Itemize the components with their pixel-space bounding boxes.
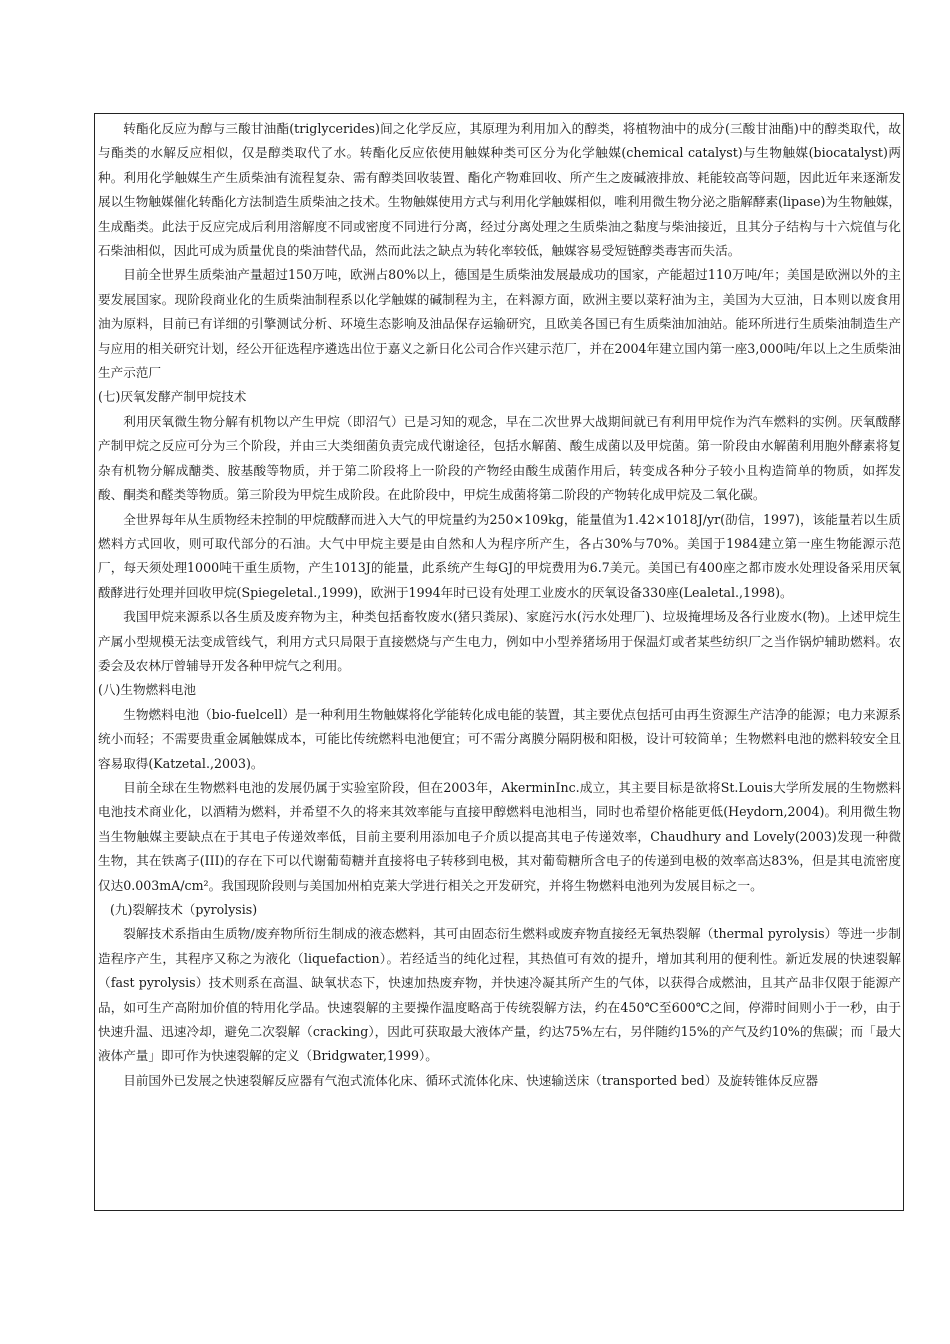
paragraph: 我国甲烷来源系以各生质及废弃物为主，种类包括畜牧废水(猪只粪尿)、家庭污水(污水处理厂)、垃圾掩埋场及各行业废水(物)。上述甲烷生产属小型规模无法变成管线气，利用方式只局限于直接燃烧与产生电力，例如中小型养猪场用于保温灯或者某些纺织厂之当作锅炉辅助燃料。农委会及农林厅曾辅导开发各种甲烷气之利用。 <box>98 609 901 673</box>
paragraph: 目前国外已发展之快速裂解反应器有气泡式流体化床、循环式流体化床、快速输送床（transported bed）及旋转锥体反应器 <box>123 1072 819 1088</box>
paragraph: 转酯化反应为醇与三酸甘油酯(triglycerides)间之化学反应，其原理为利用加入的醇类，将植物油中的成分(三酸甘油酯)中的醇类取代，故与酯类的水解反应相似，仅是醇类取代了水。转酯化反应依使用触媒种类可区分为化学触媒(chemical catalyst)与生物触媒(biocatalyst)两种。利用化学触媒生产生质柴油有流程复杂、需有醇类回收装置、酯化产物难回收、所产生之废碱液排放、耗能较高等问题，因此近年来逐渐发展以生物触媒催化转酯化方法制造生质柴油之技术。生物触媒使用方式与利用化学触媒相似，唯利用微生物分泌之脂解酵素(lipase)为生物触媒，生成酯类。此法于反应完成后利用溶解度不同或密度不同进行分离，经过分离处理之生质柴油之黏度与柴油接近，且其分子结构与十六烷值与化石柴油相似，因此可成为质量优良的柴油替代品，然而此法之缺点为转化率较低，触媒容易受短链醇类毒害而失活。 <box>98 121 901 259</box>
section-heading: (七)厌氧发酵产制甲烷技术 <box>98 389 247 405</box>
paragraph: 目前全世界生质柴油产量超过150万吨，欧洲占80%以上，德国是生质柴油发展最成功的国家，产能超过110万吨/年；美国是欧洲以外的主要发展国家。现阶段商业化的生质柴油制程系以化学触媒的碱制程为主，在料源方面，欧洲主要以菜籽油为主，美国为大豆油，日本则以废食用油为原料，目前已有详细的引擎测试分析、环境生态影响及油品保存运输研究，且欧美各国已有生质柴油加油站。能环所进行生质柴油制造生产与应用的相关研究计划，经公开征选程序遴选出位于嘉义之新日化公司合作兴建示范厂，并在2004年建立国内第一座3,000吨/年以上之生质柴油生产示范厂 <box>98 267 901 381</box>
paragraph: 全世界每年从生质物经未控制的甲烷酦酵而进入大气的甲烷量约为250×109kg，能量值为1.42×1018J/yr(劭信，1997)，该能量若以生质燃料方式回收，则可取代部分的石油。大气中甲烷主要是由自然和人为程序所产生，各占30%与70%。美国于1984建立第一座生物能源示范厂，每天须处理1000吨干重生质物，产生1013J的能量，此系统产生每GJ的甲烷费用为6.7美元。美国已有400座之都市废水处理设备采用厌氧酦酵进行处理并回收甲烷(Spiegeletal.,1999)，欧洲于1994年时已设有处理工业废水的厌氧设备330座(Lealetal.,1998)。 <box>98 511 901 600</box>
section-heading: (九)裂解技术（pyrolysis) <box>110 902 258 917</box>
paragraph: 目前全球在生物燃料电池的发展仍属于实验室阶段，但在2003年，AkerminInc.成立，其主要目标是欲将St.Louis大学所发展的生物燃料电池技术商业化，以酒精为燃料，并希望不久的将来其效率能与直接甲醇燃料电池相当，同时也希望价格能更低(Heydorn,2004)。利用微生物当生物触媒主要缺点在于其电子传递效率低，目前主要利用添加电子介质以提高其电子传递效率，Chaudhury and Lovely(2003)发现一种微生物，其在铁离子(III)的存在下可以代谢葡萄糖并直接将电子转移到电极，其对葡萄糖所含电子的传递到电极的效率高达83%，但是其电流密度仅达0.003mA/cm²。我国现阶段则与美国加州柏克莱大学进行相关之开发研究，并将生物燃料电池列为发展目标之一。 <box>98 779 901 893</box>
document-body <box>98 117 901 1207</box>
section-heading: (八)生物燃料电池 <box>98 682 196 698</box>
paragraph: 生物燃料电池（bio-fuelcell）是一种利用生物触媒将化学能转化成电能的装置，其主要优点包括可由再生资源生产洁净的能源；电力来源系统小而轻；不需要贵重金属触媒成本，可能比传统燃料电池便宜；可不需分离膜分隔阴极和阳极，设计可较简单；生物燃料电池的燃料较安全且容易取得(Katzetal.,2003)。 <box>98 706 901 771</box>
paragraph: 裂解技术系指由生质物/废弃物所衍生制成的液态燃料，其可由固态衍生燃料或废弃物直接经无氧热裂解（thermal pyrolysis）等进一步制造程序产生，其程序又称之为液化（liquefaction）。若经适当的纯化过程，其热值可有效的提升，增加其利用的便利性。新近发展的快速裂解（fast pyrolysis）技术则系在高温、缺氧状态下，快速加热废弃物，并快速冷凝其所产生的气体，以获得合成燃油，且其产品非仅限于能源产品，如可生产高附加价值的特用化学品。快速裂解的主要操作温度略高于传统裂解方法，约在450℃至600℃之间，停滞时间则小于一秒，由于快速升温、迅速冷却，避免二次裂解（cracking），因此可获取最大液体产量，约达75%左右，另伴随约15%的产气及约10%的焦碳；而「最大液体产量」即可作为快速裂解的定义（Bridgwater,1999）。 <box>98 926 901 1064</box>
paragraph: 利用厌氧微生物分解有机物以产生甲烷（即沼气）已是习知的观念，早在二次世界大战期间就已有利用甲烷作为汽车燃料的实例。厌氧酦酵产制甲烷之反应可分为三个阶段，并由三大类细菌负责完成代谢途径，包括水解菌、酸生成菌以及甲烷菌。第一阶段由水解菌利用胞外酵素将复杂有机物分解成醣类、胺基酸等物质，并于第二阶段将上一阶段的产物经由酸生成菌作用后，转变成各种分子较小且构造简单的物质，如挥发酸、酮类和醛类等物质。第三阶段为甲烷生成阶段。在此阶段中，甲烷生成菌将第二阶段的产物转化成甲烷及二氧化碳。 <box>98 413 901 503</box>
